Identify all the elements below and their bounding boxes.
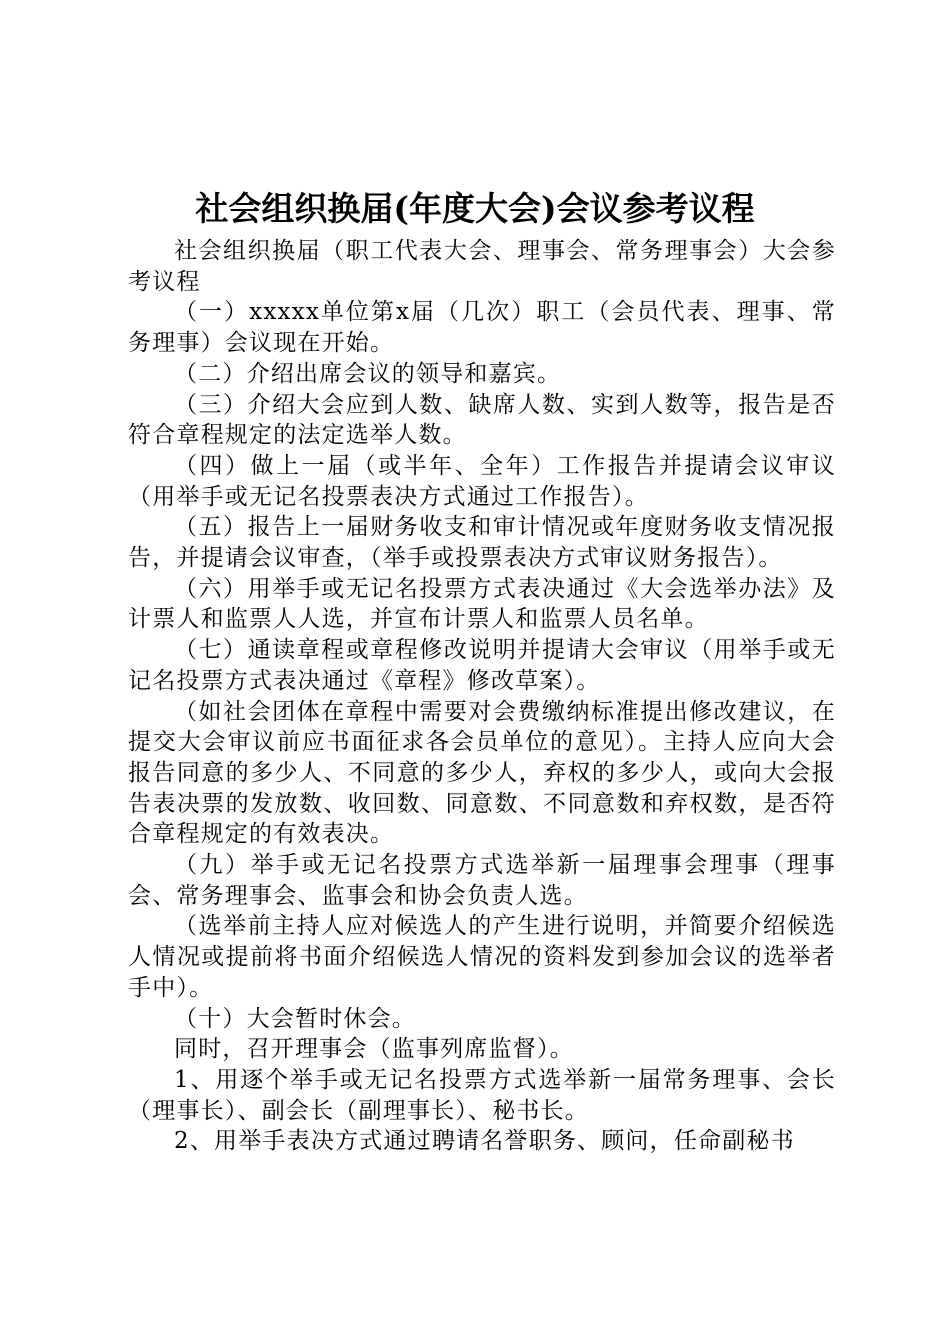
- paragraph-council-meeting: 同时，召开理事会（监事列席监督）。: [174, 1036, 574, 1063]
- paragraph-item-3: （三）介绍大会应到人数、缺席人数、实到人数等，报告是否符合章程规定的法定选举人数。: [128, 391, 836, 449]
- paragraph-item-7: （七）通读章程或章程修改说明并提请大会审议（用举手或无记名投票方式表决通过《章程》修改草案）。: [128, 637, 836, 694]
- paragraph-intro: 社会组织换届（职工代表大会、理事会、常务理事会）大会参考议程: [128, 238, 836, 295]
- paragraph-item-9: （九）举手或无记名投票方式选举新一届理事会理事（理事会、常务理事会、监事会和协会负责人选。: [128, 852, 836, 909]
- paragraph-item-2: （二）介绍出席会议的领导和嘉宾。: [174, 360, 562, 387]
- document-body: [128, 236, 836, 1157]
- paragraph-step-1: 1、用逐个举手或无记名投票方式选举新一届常务理事、会长（理事长）、副会长（副理事长）、秘书长。: [128, 1066, 836, 1124]
- paragraph-step-2: 2、用举手表决方式通过聘请名誉职务、顾问，任命副秘书: [174, 1128, 795, 1155]
- paragraph-note-candidates: （选举前主持人应对候选人的产生进行说明，并简要介绍候选人情况或提前将书面介绍候选人情况的资料发到参加会议的选举者手中）。: [128, 913, 836, 1001]
- paragraph-item-5: （五）报告上一届财务收支和审计情况或年度财务收支情况报告，并提请会议审查，（举手或投票表决方式审议财务报告）。: [128, 514, 836, 572]
- document-title: 社会组织换届(年度大会)会议参考议程: [195, 189, 755, 228]
- paragraph-item-4: （四）做上一届（或半年、全年）工作报告并提请会议审议（用举手或无记名投票表决方式通过工作报告）。: [128, 452, 836, 510]
- paragraph-item-1: （一）xxxxx单位第x届（几次）职工（会员代表、理事、常务理事）会议现在开始。: [128, 299, 836, 357]
- paragraph-note-dues: （如社会团体在章程中需要对会费缴纳标准提出修改建议，在提交大会审议前应书面征求各会员单位的意见）。主持人应向大会报告同意的多少人、不同意的多少人，弃权的多少人，或向大会报告表决票的发放数、收回数、同意数、不同意数和弃权数，是否符合章程规定的有效表决。: [128, 698, 836, 848]
- paragraph-item-6: （六）用举手或无记名投票方式表决通过《大会选举办法》及计票人和监票人人选，并宣布计票人和监票人员名单。: [128, 575, 836, 633]
- paragraph-item-10: （十）大会暂时休会。: [174, 1005, 416, 1032]
